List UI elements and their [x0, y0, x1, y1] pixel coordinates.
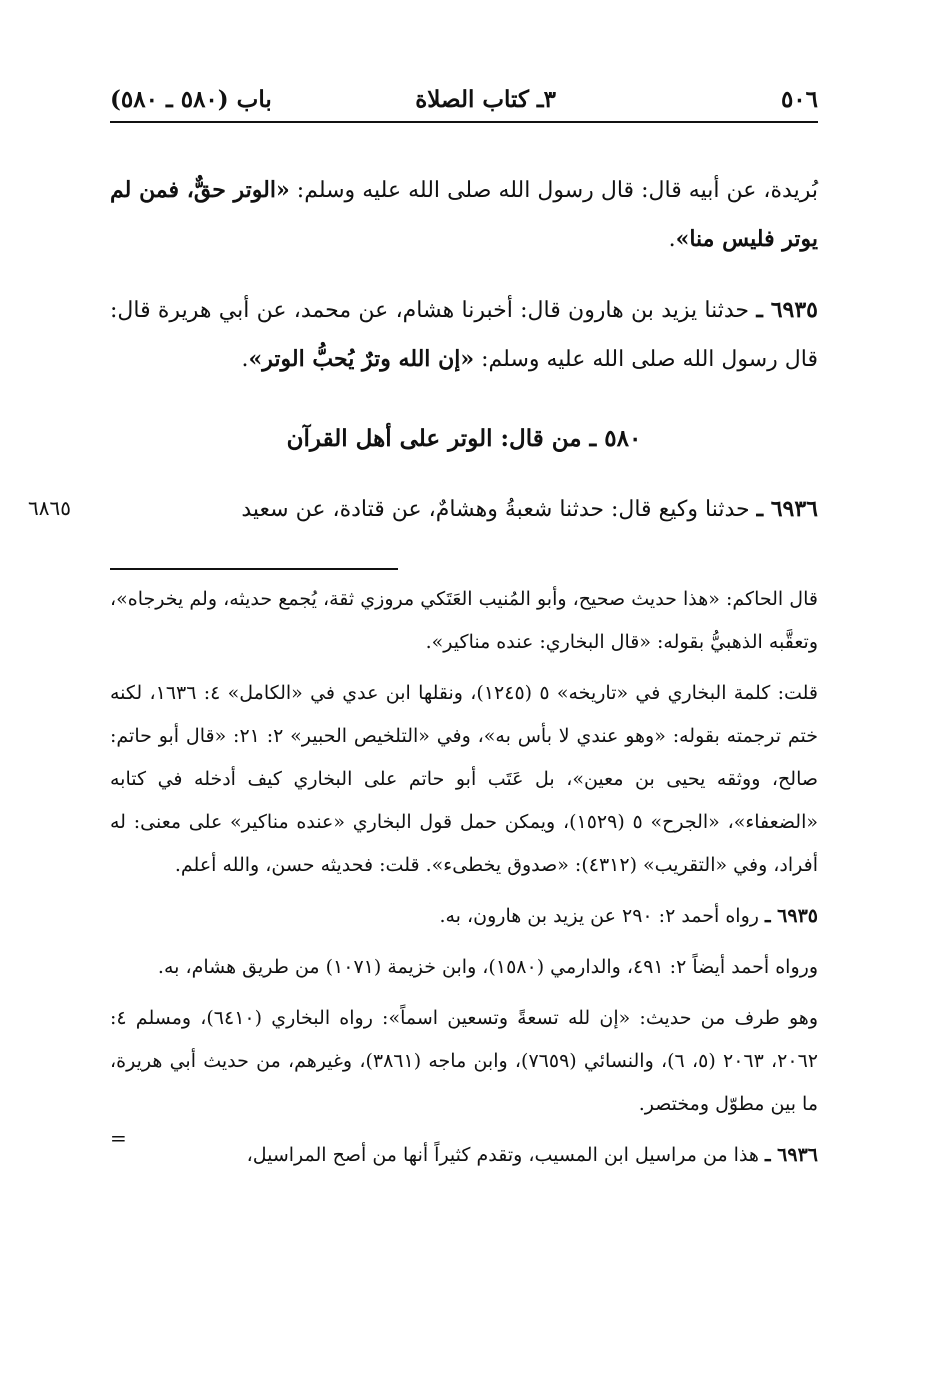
- footnotes: [110, 578, 818, 1185]
- prophetic-quote: «الوتر حقٌّ، فمن لم يوتر فليس منا»: [110, 177, 818, 252]
- main-text: [28, 166, 818, 534]
- note-number: ٦٩٣٥ ـ: [764, 905, 818, 927]
- note-text: رواه أحمد ٢: ٢٩٠ عن يزيد بن هارون، به.: [439, 905, 765, 927]
- footnote-rule: [110, 568, 398, 570]
- header-rule: [110, 121, 818, 123]
- note-text: هذا من مراسيل ابن المسيب، وتقدم كثيراً أنها من أصح المراسيل،: [246, 1144, 765, 1166]
- note-paragraph: ورواه أحمد أيضاً ٢: ٤٩١، والدارمي (١٥٨٠)، وابن خزيمة (١٠٧١) من طريق هشام، به.: [157, 956, 818, 978]
- hadith-6935: [110, 286, 818, 384]
- note-paragraph: قال الحاكم: «هذا حديث صحيح، وأبو المُنيب العَتَكي مروزي ثقة، يُجمع حديثه، ولم يخرجاه»، وتعقَّبه الذهبيُّ بقوله: «قال البخاري: عنده مناكير».: [110, 588, 818, 653]
- chapter-range: باب (٥٨٠ ـ ٥٨٠): [110, 86, 272, 113]
- hadith-6936: [28, 485, 818, 534]
- continued-mark: =: [110, 1126, 127, 1150]
- paragraph-text: بُريدة، عن أبيه قال: قال رسول الله صلى الله عليه وسلم:: [289, 178, 818, 203]
- prophetic-quote: «إن الله وترٌ يُحبُّ الوتر»: [248, 346, 475, 372]
- section-heading: ٥٨٠ ـ من قال: الوتر على أهل القرآن: [286, 425, 642, 452]
- note-paragraph: وهو طرف من حديث: «إن لله تسعةً وتسعين اسماً»: رواه البخاري (٦٤١٠)، ومسلم ٤: ٢٠٦٢، ٢٠٦٣ (٥، ٦)، والنسائي (٧٦٥٩)، وابن ماجه (٣٨٦١)، وغيرهم، من حديث أبي هريرة، ما بين مطوّل ومختصر.: [110, 1007, 818, 1115]
- margin-number: ٦٨٦٥: [28, 496, 71, 520]
- running-head: [110, 78, 818, 118]
- book-page: [28, 78, 818, 1166]
- note-number: ٦٩٣٦ ـ: [764, 1144, 818, 1166]
- hadith-text: حدثنا يزيد بن هارون قال: أخبرنا هشام، عن محمد، عن أبي هريرة قال: قال رسول الله صلى الله عليه وسلم:: [110, 298, 818, 372]
- hadith-number: ٦٩٣٦ ـ: [756, 496, 818, 522]
- note-6935: [110, 895, 818, 938]
- paragraph-hadith-continuation: [110, 166, 818, 264]
- hadith-text: حدثنا وكيع قال: حدثنا شعبةُ وهشامٌ، عن قتادة، عن سعيد: [241, 497, 757, 522]
- page-number: ٥٠٦: [780, 86, 818, 113]
- book-title: ٣ـ كتاب الصلاة: [415, 86, 556, 113]
- note-6936: [110, 1134, 818, 1177]
- note-paragraph: قلت: كلمة البخاري في «تاريخه» ٥ (١٢٤٥)، ونقلها ابن عدي في «الكامل» ٤: ١٦٣٦، لكنه ختم ترجمته بقوله: «وهو عندي لا بأس به»، وفي «التلخيص الحبير» ٢: ٢١: «قال أبو حاتم: صالح، ووثقه يحيى بن معين»، بل عَتَب أبو حاتم على البخاري كيف أدخله في كتابه «الضعفاء»، «الجرح» ٥ (١٥٢٩)، ويمكن حمل قول البخاري «عنده مناكير» على معنى: له أفراد، وفي «التقريب» (٤٣١٢): «صدوق يخطىء». قلت: فحديثه حسن، والله أعلم.: [110, 682, 818, 876]
- punctuation: .: [668, 227, 676, 252]
- hadith-number: ٦٩٣٥ ـ: [756, 297, 818, 323]
- punctuation: .: [241, 347, 249, 372]
